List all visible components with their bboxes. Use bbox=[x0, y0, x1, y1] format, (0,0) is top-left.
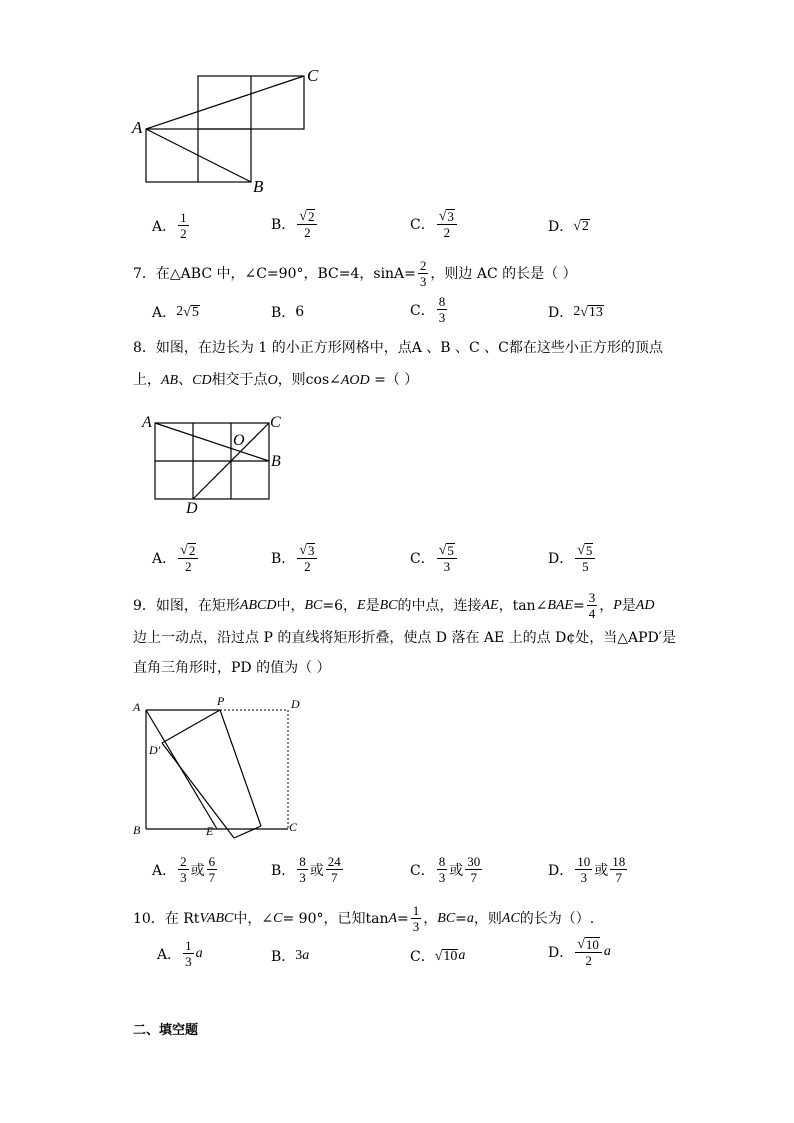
var-e: E bbox=[357, 597, 366, 613]
denominator: 3 bbox=[412, 919, 420, 934]
denominator: 3 bbox=[299, 870, 306, 885]
fig6-label-a: A bbox=[132, 118, 143, 137]
q7-option-d[interactable] bbox=[548, 302, 604, 322]
text: ，tan∠ bbox=[498, 597, 548, 614]
q8-stem-line1: 8．如图，在边长为 1 的小正方形网格中，点A 、B 、C 、C都在这些小正方形的顶点 bbox=[133, 340, 663, 356]
var-abcd: ABCD bbox=[239, 597, 277, 613]
q6-option-a[interactable] bbox=[152, 210, 191, 241]
q7-option-a[interactable] bbox=[152, 302, 200, 322]
denominator: 7 bbox=[331, 870, 338, 885]
text: 、 bbox=[178, 372, 193, 388]
radicand: 3 bbox=[307, 543, 315, 558]
text: = bbox=[455, 910, 467, 927]
option-letter: A． bbox=[152, 551, 177, 567]
var-c: C bbox=[273, 910, 283, 926]
radicand: 13 bbox=[588, 304, 603, 320]
denominator: 2 bbox=[585, 953, 592, 968]
radical-sign: √ bbox=[299, 543, 307, 558]
denominator: 7 bbox=[470, 870, 477, 885]
numerator: 2 bbox=[180, 854, 187, 869]
q7-option-c[interactable] bbox=[410, 294, 449, 325]
fig8-label-c: C bbox=[270, 414, 281, 431]
numerator: 8 bbox=[438, 854, 446, 869]
fig9-label-d: D bbox=[291, 697, 300, 711]
numerator: 1 bbox=[185, 938, 192, 953]
fig9-label-a: A bbox=[133, 700, 141, 714]
q8-option-c[interactable] bbox=[410, 542, 459, 574]
text: 相交于点 bbox=[211, 372, 268, 388]
fig8-label-b: B bbox=[271, 453, 281, 470]
numerator: 2 bbox=[419, 258, 427, 273]
var-aod: AOD bbox=[340, 373, 370, 388]
numerator: 1 bbox=[180, 210, 187, 225]
denominator: 7 bbox=[208, 870, 216, 885]
fraction bbox=[610, 854, 627, 885]
q7-stem bbox=[133, 258, 577, 289]
option-letter: A． bbox=[152, 305, 177, 321]
numerator bbox=[575, 936, 602, 953]
fig9-label-b: B bbox=[133, 823, 141, 837]
text: =6， bbox=[322, 597, 358, 614]
radicand: 5 bbox=[191, 304, 199, 320]
sqrt bbox=[577, 937, 600, 952]
sqrt bbox=[439, 209, 455, 224]
radicand: 2 bbox=[188, 543, 196, 558]
numerator bbox=[178, 542, 198, 559]
text: 中， bbox=[276, 597, 305, 614]
text: 9．如图，在矩形 bbox=[133, 597, 240, 614]
fig6-line-ac bbox=[146, 76, 304, 129]
sqrt bbox=[299, 543, 315, 558]
numerator: 30 bbox=[467, 854, 481, 869]
numerator: 24 bbox=[327, 854, 341, 869]
option-letter: D． bbox=[548, 551, 574, 567]
numerator: 8 bbox=[299, 854, 306, 869]
fraction bbox=[437, 542, 457, 574]
q9-option-c[interactable] bbox=[410, 854, 484, 885]
option-letter: B． bbox=[271, 305, 296, 321]
numerator: 10 bbox=[577, 854, 591, 869]
var-ab: AB bbox=[161, 373, 179, 388]
option-letter: A． bbox=[152, 218, 177, 235]
coefficient: 2 bbox=[573, 304, 581, 319]
q9-option-b[interactable] bbox=[271, 854, 345, 885]
radicand: 2 bbox=[307, 209, 315, 224]
q6-option-c[interactable] bbox=[410, 208, 459, 240]
q8-option-a[interactable] bbox=[152, 542, 200, 574]
numerator: 1 bbox=[412, 903, 420, 918]
fraction bbox=[183, 938, 194, 969]
q9-stem-line3: 直角三角形时，PD 的值为（ ） bbox=[133, 660, 331, 676]
radicand: 10 bbox=[585, 937, 599, 952]
text: 10．在 Rt bbox=[133, 910, 200, 927]
var-bae: BAE bbox=[547, 597, 573, 613]
text: =（ ） bbox=[369, 372, 419, 388]
fig8-label-o: O bbox=[233, 432, 245, 449]
option-letter: B． bbox=[271, 949, 296, 965]
denominator: 3 bbox=[580, 870, 587, 885]
denominator: 3 bbox=[443, 559, 451, 574]
or-word: 或 bbox=[449, 862, 464, 879]
q10-option-c[interactable] bbox=[410, 946, 465, 966]
sqrt bbox=[435, 949, 459, 964]
text: = bbox=[572, 597, 585, 614]
numerator bbox=[437, 542, 457, 559]
radical-sign: √ bbox=[434, 948, 443, 964]
option-letter: D． bbox=[548, 305, 574, 321]
radicand: 5 bbox=[585, 543, 593, 558]
text: 是 bbox=[621, 597, 636, 614]
text: 上， bbox=[133, 372, 161, 388]
or-word: 或 bbox=[190, 862, 205, 879]
var-a-lower: a bbox=[466, 910, 474, 926]
option-letter: C． bbox=[410, 302, 435, 319]
text: 是 bbox=[365, 597, 380, 614]
fraction bbox=[587, 590, 598, 621]
text: = bbox=[397, 910, 409, 927]
radicand: 2 bbox=[581, 218, 589, 234]
radical-sign: √ bbox=[438, 209, 447, 224]
var-bc: BC bbox=[379, 597, 398, 613]
sqrt bbox=[580, 305, 604, 320]
text: ， bbox=[423, 910, 438, 927]
denominator: 2 bbox=[180, 226, 187, 241]
q7-option-b[interactable] bbox=[271, 302, 304, 322]
option-letter: B． bbox=[271, 217, 296, 233]
denominator: 2 bbox=[304, 559, 311, 574]
q10-stem bbox=[133, 903, 594, 934]
q7-stem-suffix: ，则边 AC 的长是（ ） bbox=[430, 265, 577, 282]
fraction bbox=[297, 542, 317, 574]
radical-sign: √ bbox=[180, 543, 188, 558]
fig9-folded-bottom bbox=[234, 826, 261, 838]
option-letter: C． bbox=[410, 862, 435, 879]
fraction bbox=[178, 854, 189, 885]
text: 的长为（）. bbox=[519, 910, 595, 927]
radical-sign: √ bbox=[580, 304, 588, 320]
denominator: 3 bbox=[438, 870, 446, 885]
var-triangle: VABC bbox=[199, 910, 234, 926]
fraction bbox=[418, 258, 429, 289]
numerator: 18 bbox=[612, 854, 626, 869]
fig9-label-p: P bbox=[217, 694, 225, 708]
var-o: O bbox=[267, 373, 278, 388]
text: = 90°，已知tan bbox=[282, 910, 389, 927]
radicand: 5 bbox=[447, 543, 454, 558]
q9-option-d[interactable] bbox=[548, 854, 629, 885]
q8-option-d[interactable] bbox=[548, 542, 597, 574]
var-a: A bbox=[388, 910, 398, 926]
q10-option-b[interactable] bbox=[271, 946, 309, 966]
var-cd: CD bbox=[192, 373, 212, 388]
denominator: 3 bbox=[438, 310, 446, 325]
option-letter: D． bbox=[548, 862, 574, 879]
fraction bbox=[575, 936, 602, 968]
option-letter: B． bbox=[271, 862, 296, 879]
q8-option-b[interactable] bbox=[271, 542, 319, 574]
fraction bbox=[326, 854, 343, 885]
fraction bbox=[178, 542, 198, 574]
fraction bbox=[437, 294, 448, 325]
radical-sign: √ bbox=[438, 543, 447, 558]
numerator bbox=[575, 542, 595, 559]
sqrt bbox=[573, 219, 590, 234]
numerator bbox=[437, 208, 457, 225]
text: 的中点，连接 bbox=[397, 597, 482, 614]
denominator: 7 bbox=[615, 870, 622, 885]
coefficient: 3 bbox=[295, 948, 303, 963]
sqrt bbox=[577, 543, 593, 558]
q9-stem-line1 bbox=[133, 590, 654, 621]
sqrt bbox=[439, 543, 455, 558]
radicand: 3 bbox=[447, 209, 454, 224]
fig6-label-b: B bbox=[253, 177, 264, 196]
denominator: 2 bbox=[304, 225, 311, 240]
sqrt bbox=[183, 305, 200, 320]
fraction bbox=[437, 208, 457, 240]
q10-option-a[interactable] bbox=[157, 938, 203, 969]
fig8-line-ab bbox=[155, 423, 269, 461]
q10-option-d[interactable] bbox=[548, 936, 611, 968]
q7-stem-prefix: 7．在△ABC 中，∠C=90°，BC=4，sinA= bbox=[133, 265, 416, 282]
sqrt bbox=[180, 543, 196, 558]
fig6-label-c: C bbox=[307, 66, 319, 85]
fraction bbox=[575, 854, 592, 885]
q9-stem-line2: 边上一动点，沿过点 P 的直线将矩形折叠，使点 D 落在 AE 上的点 D¢处，当△APD′是 bbox=[133, 630, 676, 646]
var-bc: BC bbox=[437, 910, 456, 926]
radical-sign: √ bbox=[183, 304, 191, 320]
q6-option-b[interactable] bbox=[271, 208, 319, 240]
fig8-label-d: D bbox=[186, 500, 198, 517]
fig9-folded-side bbox=[162, 743, 234, 838]
option-letter: C． bbox=[410, 217, 435, 233]
fraction bbox=[437, 854, 448, 885]
var-p: P bbox=[613, 597, 622, 613]
option-letter: D． bbox=[548, 945, 574, 961]
option-letter: C． bbox=[410, 551, 435, 567]
var-ad: AD bbox=[635, 597, 655, 613]
text: ，则 bbox=[473, 910, 502, 927]
var-a-lower: a bbox=[458, 948, 466, 963]
fig9-label-dprime: D′ bbox=[149, 743, 161, 757]
option-letter: A． bbox=[152, 862, 177, 879]
var-bc: BC bbox=[304, 597, 323, 613]
numerator: 3 bbox=[588, 590, 596, 605]
q9-option-a[interactable] bbox=[152, 854, 219, 885]
denominator: 2 bbox=[443, 225, 451, 240]
option-value: 6 bbox=[295, 304, 305, 320]
var-a-lower: a bbox=[603, 944, 611, 959]
fig9-line-pdprime bbox=[162, 710, 220, 743]
option-letter: D． bbox=[548, 219, 574, 235]
coefficient: 2 bbox=[176, 304, 184, 319]
option-letter: B． bbox=[271, 551, 296, 567]
numerator bbox=[297, 542, 317, 559]
section-heading: 二、填空题 bbox=[133, 1023, 199, 1038]
denominator: 5 bbox=[582, 559, 589, 574]
option-letter: C． bbox=[410, 949, 435, 965]
fig9-label-e: E bbox=[206, 824, 214, 838]
fraction bbox=[297, 854, 308, 885]
text: ，则cos∠ bbox=[277, 372, 341, 388]
or-word: 或 bbox=[594, 862, 609, 879]
denominator: 3 bbox=[180, 870, 187, 885]
numerator: 8 bbox=[438, 294, 446, 309]
fig8-label-a: A bbox=[142, 414, 152, 431]
var-a-lower: a bbox=[195, 945, 203, 961]
text: ， bbox=[599, 597, 614, 614]
denominator: 3 bbox=[185, 954, 192, 969]
fraction bbox=[178, 210, 189, 241]
q8-stem-line2 bbox=[133, 370, 418, 391]
fig9-label-c: C bbox=[289, 820, 298, 834]
denominator: 4 bbox=[588, 606, 596, 621]
q6-option-d[interactable] bbox=[548, 216, 590, 236]
fraction bbox=[207, 854, 218, 885]
numerator: 6 bbox=[208, 854, 216, 869]
or-word: 或 bbox=[309, 862, 324, 879]
var-ae: AE bbox=[481, 597, 499, 613]
fig9-fold-line bbox=[220, 710, 261, 826]
radical-sign: √ bbox=[577, 937, 585, 952]
var-a-lower: a bbox=[302, 948, 310, 963]
denominator: 2 bbox=[184, 559, 192, 574]
text: 中，∠ bbox=[233, 910, 274, 927]
option-letter: A． bbox=[157, 946, 182, 963]
fraction bbox=[411, 903, 422, 934]
radicand: 10 bbox=[443, 948, 458, 964]
sqrt bbox=[299, 209, 315, 224]
denominator: 3 bbox=[419, 274, 427, 289]
fraction bbox=[465, 854, 482, 885]
radical-sign: √ bbox=[577, 543, 585, 558]
fraction bbox=[575, 542, 595, 574]
radical-sign: √ bbox=[573, 218, 581, 234]
var-ac: AC bbox=[501, 910, 520, 926]
fraction bbox=[297, 208, 317, 240]
radical-sign: √ bbox=[299, 209, 307, 224]
numerator bbox=[297, 208, 317, 225]
